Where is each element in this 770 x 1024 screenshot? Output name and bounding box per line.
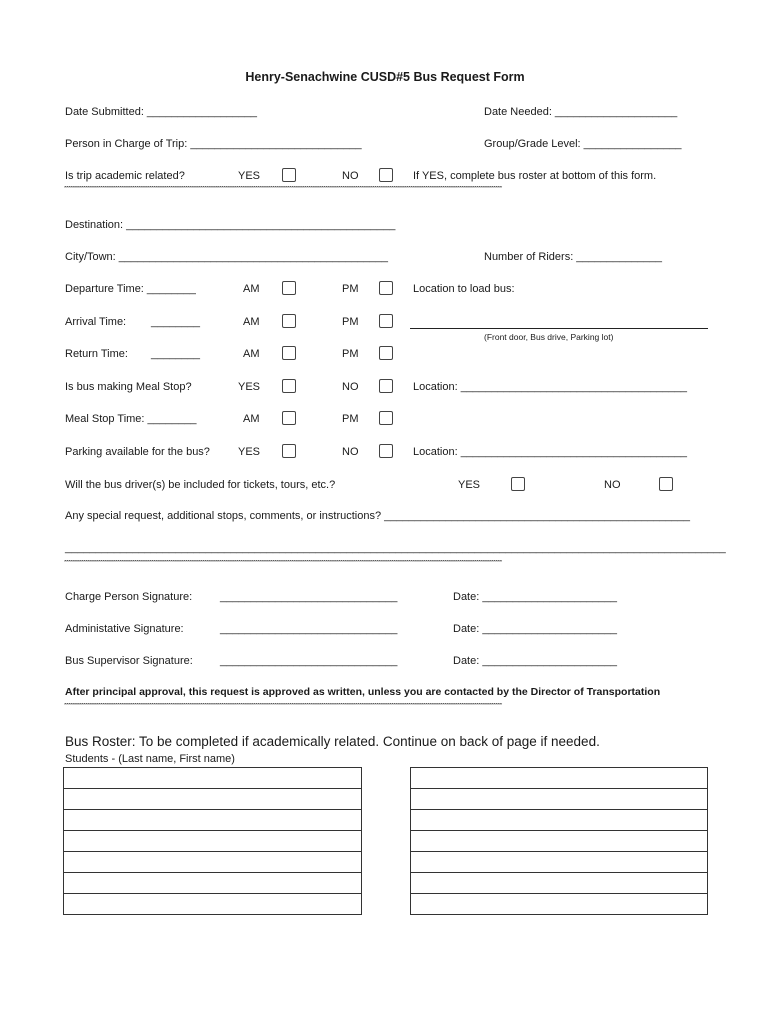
roster-row[interactable] (64, 810, 361, 831)
arrival-pm-checkbox[interactable] (379, 314, 393, 328)
meal-yes-checkbox[interactable] (282, 379, 296, 393)
number-riders-field[interactable]: Number of Riders: ______________ (484, 251, 662, 263)
separator-3: ************************************************************************************************************************************************************************************************************** (64, 703, 502, 709)
arrival-am-label: AM (243, 316, 260, 328)
separator-1: ************************************************************************************************************************************************************************************************************** (64, 186, 502, 192)
academic-yes-checkbox[interactable] (282, 168, 296, 182)
meal-yes-label: YES (238, 381, 261, 393)
charge-signature-label: Charge Person Signature: (65, 591, 193, 603)
special-request-field[interactable]: Any special request, additional stops, comments, or instructions? __________________________________________________ (65, 510, 691, 522)
departure-pm-label: PM (342, 283, 359, 295)
parking-location-field[interactable]: Location: _____________________________________ (413, 446, 688, 458)
meal-pm-checkbox[interactable] (379, 411, 393, 425)
date-needed-field[interactable]: Date Needed: ____________________ (484, 106, 678, 118)
roster-row[interactable] (64, 789, 361, 810)
meal-am-checkbox[interactable] (282, 411, 296, 425)
drivers-question: Will the bus driver(s) be included for tickets, tours, etc.? (65, 479, 336, 491)
admin-signature-field[interactable]: _____________________________ (220, 623, 398, 635)
supervisor-signature-field[interactable]: _____________________________ (220, 655, 398, 667)
supervisor-signature-label: Bus Supervisor Signature: (65, 655, 193, 667)
meal-pm-label: PM (342, 413, 359, 425)
roster-row[interactable] (411, 852, 707, 873)
charge-date-field[interactable]: Date: ______________________ (453, 591, 617, 603)
roster-row[interactable] (64, 873, 361, 894)
supervisor-date-field[interactable]: Date: ______________________ (453, 655, 617, 667)
drivers-no-label: NO (604, 479, 621, 491)
roster-row[interactable] (411, 810, 707, 831)
departure-time-field[interactable]: Departure Time: ________ (65, 283, 196, 295)
admin-signature-label: Administative Signature: (65, 623, 184, 635)
group-grade-field[interactable]: Group/Grade Level: ________________ (484, 138, 682, 150)
parking-yes-checkbox[interactable] (282, 444, 296, 458)
drivers-no-checkbox[interactable] (659, 477, 673, 491)
academic-question: Is trip academic related? (65, 170, 185, 182)
roster-row[interactable] (411, 894, 707, 915)
students-label: Students - (Last name, First name) (65, 753, 235, 765)
city-town-field[interactable]: City/Town: ____________________________________________ (65, 251, 388, 263)
roster-row[interactable] (411, 768, 707, 789)
meal-location-field[interactable]: Location: _____________________________________ (413, 381, 688, 393)
separator-2: ************************************************************************************************************************************************************************************************************** (64, 560, 502, 566)
departure-am-checkbox[interactable] (282, 281, 296, 295)
roster-row[interactable] (64, 768, 361, 789)
meal-no-checkbox[interactable] (379, 379, 393, 393)
special-request-line[interactable]: ____________________________________________________________________________________________________________ (65, 542, 726, 554)
approval-note: After principal approval, this request is approved as written, unless you are contacted by the Director of Transportation (65, 686, 661, 698)
roster-title: Bus Roster: To be completed if academically related. Continue on back of page if needed. (65, 734, 600, 749)
drivers-yes-checkbox[interactable] (511, 477, 525, 491)
return-am-checkbox[interactable] (282, 346, 296, 360)
parking-yes-label: YES (238, 446, 261, 458)
roster-row[interactable] (64, 831, 361, 852)
return-pm-checkbox[interactable] (379, 346, 393, 360)
return-pm-label: PM (342, 348, 359, 360)
drivers-yes-label: YES (458, 479, 481, 491)
location-load-hint: (Front door, Bus drive, Parking lot) (484, 332, 614, 342)
roster-table-right (410, 767, 708, 915)
departure-am-label: AM (243, 283, 260, 295)
roster-row[interactable] (64, 894, 361, 915)
meal-stop-question: Is bus making Meal Stop? (65, 381, 192, 393)
arrival-pm-label: PM (342, 316, 359, 328)
parking-question: Parking available for the bus? (65, 446, 210, 458)
roster-row[interactable] (411, 789, 707, 810)
form-title: Henry-Senachwine CUSD#5 Bus Request Form (245, 70, 525, 84)
location-load-line[interactable] (410, 328, 708, 329)
arrival-time-label: Arrival Time: (65, 316, 127, 328)
roster-row[interactable] (64, 852, 361, 873)
academic-no-checkbox[interactable] (379, 168, 393, 182)
academic-note: If YES, complete bus roster at bottom of this form. (413, 170, 657, 182)
return-am-label: AM (243, 348, 260, 360)
roster-row[interactable] (411, 831, 707, 852)
arrival-time-field[interactable]: ________ (151, 316, 200, 328)
roster-table-left (63, 767, 362, 915)
destination-field[interactable]: Destination: ____________________________________________ (65, 219, 396, 231)
person-in-charge-field[interactable]: Person in Charge of Trip: ____________________________ (65, 138, 362, 150)
admin-date-field[interactable]: Date: ______________________ (453, 623, 617, 635)
return-time-field[interactable]: ________ (151, 348, 200, 360)
meal-no-label: NO (342, 381, 359, 393)
roster-row[interactable] (411, 873, 707, 894)
charge-signature-field[interactable]: _____________________________ (220, 591, 398, 603)
parking-no-label: NO (342, 446, 359, 458)
return-time-label: Return Time: (65, 348, 128, 360)
parking-no-checkbox[interactable] (379, 444, 393, 458)
date-submitted-field[interactable]: Date Submitted: __________________ (65, 106, 258, 118)
meal-am-label: AM (243, 413, 260, 425)
meal-stop-time-field[interactable]: Meal Stop Time: ________ (65, 413, 197, 425)
academic-no-label: NO (342, 170, 359, 182)
departure-pm-checkbox[interactable] (379, 281, 393, 295)
arrival-am-checkbox[interactable] (282, 314, 296, 328)
location-load-label: Location to load bus: (413, 283, 515, 295)
academic-yes-label: YES (238, 170, 261, 182)
